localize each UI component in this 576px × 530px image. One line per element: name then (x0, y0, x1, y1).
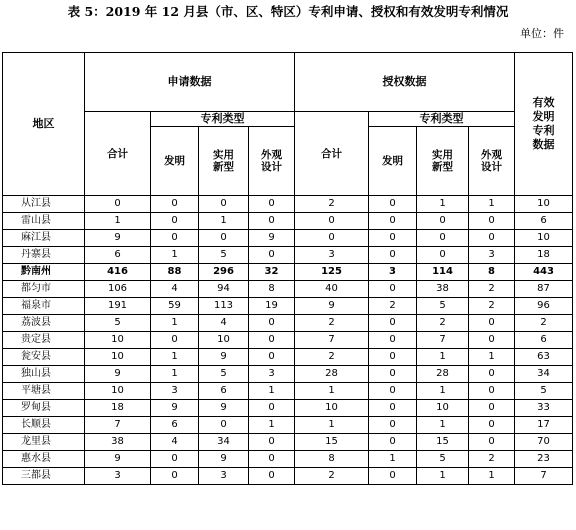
table-cell: 0 (417, 230, 469, 247)
region-name: 贵定县 (3, 332, 85, 349)
header-region: 地区 (3, 53, 85, 196)
table-cell: 0 (199, 196, 249, 213)
table-cell: 96 (515, 298, 573, 315)
table-cell: 19 (249, 298, 295, 315)
table-cell: 0 (295, 230, 369, 247)
table-cell: 10 (417, 400, 469, 417)
table-cell: 0 (369, 315, 417, 332)
table-cell: 5 (199, 247, 249, 264)
header-grant-design (469, 127, 515, 196)
table-cell: 0 (369, 417, 417, 434)
table-cell: 0 (295, 213, 369, 230)
table-cell: 1 (151, 366, 199, 383)
table-cell: 0 (369, 366, 417, 383)
table-cell: 4 (199, 315, 249, 332)
region-name: 平塘县 (3, 383, 85, 400)
table-cell: 2 (515, 315, 573, 332)
table-cell: 1 (151, 247, 199, 264)
region-name: 惠水县 (3, 451, 85, 468)
table-cell: 0 (151, 230, 199, 247)
table-cell: 38 (85, 434, 151, 451)
table-row (3, 332, 573, 349)
table-cell: 23 (515, 451, 573, 468)
table-cell: 1 (469, 349, 515, 366)
table-cell: 3 (199, 468, 249, 485)
region-name: 荔波县 (3, 315, 85, 332)
table-cell: 38 (417, 281, 469, 298)
table-cell: 1 (369, 451, 417, 468)
table-cell: 0 (369, 383, 417, 400)
table-cell: 6 (199, 383, 249, 400)
table-cell: 1 (85, 213, 151, 230)
table-cell: 1 (295, 417, 369, 434)
table-cell: 113 (199, 298, 249, 315)
table-cell: 6 (515, 213, 573, 230)
table-cell: 106 (85, 281, 151, 298)
table-cell: 10 (515, 196, 573, 213)
table-cell: 0 (249, 468, 295, 485)
table-row (3, 434, 573, 451)
table-cell: 0 (469, 315, 515, 332)
region-name: 雷山县 (3, 213, 85, 230)
header-apply-utility-label: 实用新型 (213, 149, 234, 173)
table-cell: 2 (417, 315, 469, 332)
header-apply-utility (199, 127, 249, 196)
table-row (3, 417, 573, 434)
table-row (3, 230, 573, 247)
header-apply-design (249, 127, 295, 196)
table-cell: 0 (249, 247, 295, 264)
table-cell: 88 (151, 264, 199, 281)
table-cell: 5 (417, 298, 469, 315)
region-name: 独山县 (3, 366, 85, 383)
table-cell: 28 (295, 366, 369, 383)
table-cell: 416 (85, 264, 151, 281)
table-cell: 34 (515, 366, 573, 383)
table-cell: 9 (199, 451, 249, 468)
table-cell: 9 (295, 298, 369, 315)
table-cell: 0 (469, 230, 515, 247)
table-cell: 59 (151, 298, 199, 315)
region-name: 丹寨县 (3, 247, 85, 264)
table-row (3, 298, 573, 315)
table-cell: 1 (249, 383, 295, 400)
table-cell: 18 (515, 247, 573, 264)
header-apply-patent-type: 专利类型 (151, 112, 295, 127)
table-cell: 7 (295, 332, 369, 349)
table-cell: 7 (85, 417, 151, 434)
table-row (3, 451, 573, 468)
table-row (3, 213, 573, 230)
table-cell: 9 (85, 230, 151, 247)
unit-label: 单位：件 (520, 27, 564, 40)
table-cell: 0 (249, 349, 295, 366)
table-cell: 1 (417, 349, 469, 366)
header-grant-patent-type: 专利类型 (369, 112, 515, 127)
table-cell: 40 (295, 281, 369, 298)
table-cell: 0 (469, 213, 515, 230)
table-cell: 0 (369, 468, 417, 485)
table-cell: 4 (151, 434, 199, 451)
table-cell: 1 (417, 196, 469, 213)
table-cell: 3 (151, 383, 199, 400)
header-grant-utility-label: 实用新型 (432, 149, 453, 173)
table-cell: 0 (369, 196, 417, 213)
table-cell: 9 (85, 451, 151, 468)
table-cell: 6 (151, 417, 199, 434)
table-cell: 3 (85, 468, 151, 485)
region-name: 瓮安县 (3, 349, 85, 366)
table-cell: 33 (515, 400, 573, 417)
region-name: 三都县 (3, 468, 85, 485)
table-cell: 0 (469, 434, 515, 451)
table-cell: 1 (151, 315, 199, 332)
table-cell: 0 (249, 451, 295, 468)
header-grant-design-label: 外观设计 (481, 149, 502, 173)
table-cell: 0 (469, 383, 515, 400)
table-row (3, 247, 573, 264)
table-cell: 191 (85, 298, 151, 315)
table-cell: 6 (85, 247, 151, 264)
table-cell: 15 (295, 434, 369, 451)
table-cell: 0 (369, 247, 417, 264)
table-cell: 10 (295, 400, 369, 417)
header-apply-total: 合计 (85, 112, 151, 196)
table-cell: 0 (151, 196, 199, 213)
table-cell: 0 (151, 332, 199, 349)
table-cell: 0 (249, 213, 295, 230)
header-grant-total: 合计 (295, 112, 369, 196)
table-cell: 1 (417, 417, 469, 434)
table-cell: 2 (295, 315, 369, 332)
table-cell: 0 (369, 230, 417, 247)
table-cell: 296 (199, 264, 249, 281)
table-cell: 70 (515, 434, 573, 451)
region-name: 福泉市 (3, 298, 85, 315)
table-cell: 10 (199, 332, 249, 349)
table-cell: 2 (369, 298, 417, 315)
table-cell: 0 (369, 213, 417, 230)
table-cell: 1 (151, 349, 199, 366)
table-cell: 0 (199, 230, 249, 247)
table-cell: 0 (151, 451, 199, 468)
table-cell: 0 (249, 196, 295, 213)
table-cell: 32 (249, 264, 295, 281)
table-cell: 7 (515, 468, 573, 485)
table-row (3, 383, 573, 400)
table-cell: 7 (417, 332, 469, 349)
table-cell: 9 (85, 366, 151, 383)
table-cell: 0 (151, 213, 199, 230)
table-body (3, 196, 573, 485)
table-cell: 0 (417, 247, 469, 264)
table-cell: 0 (369, 332, 417, 349)
table-cell: 114 (417, 264, 469, 281)
table-cell: 17 (515, 417, 573, 434)
table-cell: 5 (417, 451, 469, 468)
table-cell: 1 (249, 417, 295, 434)
table-title: 表 5：2019 年 12 月县（市、区、特区）专利申请、授权和有效发明专利情况 (67, 4, 509, 19)
table-row (3, 281, 573, 298)
region-name: 从江县 (3, 196, 85, 213)
region-name: 龙里县 (3, 434, 85, 451)
table-cell: 0 (369, 349, 417, 366)
table-row (3, 196, 573, 213)
table-cell: 0 (469, 332, 515, 349)
region-name: 长顺县 (3, 417, 85, 434)
region-name: 罗甸县 (3, 400, 85, 417)
table-cell: 4 (151, 281, 199, 298)
patent-table (2, 52, 573, 485)
table-cell: 0 (417, 213, 469, 230)
table-cell: 8 (249, 281, 295, 298)
table-cell: 2 (295, 468, 369, 485)
header-grant-data: 授权数据 (295, 53, 515, 112)
table-row (3, 468, 573, 485)
table-cell: 10 (515, 230, 573, 247)
table-cell: 6 (515, 332, 573, 349)
table-cell: 8 (295, 451, 369, 468)
table-cell: 2 (469, 281, 515, 298)
table-cell: 63 (515, 349, 573, 366)
table-cell: 0 (369, 400, 417, 417)
table-cell: 94 (199, 281, 249, 298)
table-cell: 0 (369, 434, 417, 451)
region-name: 都匀市 (3, 281, 85, 298)
table-cell: 0 (249, 434, 295, 451)
table-row (3, 366, 573, 383)
table-cell: 10 (85, 383, 151, 400)
table-cell: 3 (469, 247, 515, 264)
region-name: 黔南州 (3, 264, 85, 281)
table-cell: 0 (249, 315, 295, 332)
header-apply-invention: 发明 (151, 127, 199, 196)
table-cell: 3 (369, 264, 417, 281)
table-cell: 0 (249, 400, 295, 417)
table-cell: 0 (249, 332, 295, 349)
header-grant-utility (417, 127, 469, 196)
table-cell: 0 (199, 417, 249, 434)
table-cell: 1 (469, 196, 515, 213)
table-cell: 34 (199, 434, 249, 451)
table-cell: 443 (515, 264, 573, 281)
table-cell: 9 (199, 400, 249, 417)
header-apply-data: 申请数据 (85, 53, 295, 112)
table-cell: 8 (469, 264, 515, 281)
table-cell: 1 (295, 383, 369, 400)
table-cell: 0 (469, 417, 515, 434)
table-cell: 5 (199, 366, 249, 383)
table-cell: 2 (469, 451, 515, 468)
table-cell: 1 (199, 213, 249, 230)
header-valid-invention-label: 有效发明专利数据 (532, 96, 555, 151)
header-apply-design-label: 外观设计 (261, 149, 282, 173)
table-cell: 5 (85, 315, 151, 332)
table-cell: 0 (469, 400, 515, 417)
region-name: 麻江县 (3, 230, 85, 247)
table-cell: 3 (295, 247, 369, 264)
table-row (3, 315, 573, 332)
table-cell: 0 (369, 281, 417, 298)
table-cell: 10 (85, 349, 151, 366)
table-cell: 2 (295, 196, 369, 213)
table-row (3, 400, 573, 417)
table-cell: 2 (469, 298, 515, 315)
table-cell: 10 (85, 332, 151, 349)
table-cell: 125 (295, 264, 369, 281)
table-row (3, 349, 573, 366)
table-cell: 0 (151, 468, 199, 485)
table-cell: 15 (417, 434, 469, 451)
table-cell: 9 (199, 349, 249, 366)
table-cell: 1 (469, 468, 515, 485)
header-valid-invention (515, 53, 573, 196)
table-row (3, 264, 573, 281)
table-cell: 2 (295, 349, 369, 366)
table-cell: 1 (417, 468, 469, 485)
table-cell: 87 (515, 281, 573, 298)
table-cell: 3 (249, 366, 295, 383)
table-cell: 0 (85, 196, 151, 213)
table-cell: 5 (515, 383, 573, 400)
table-cell: 18 (85, 400, 151, 417)
table-cell: 1 (417, 383, 469, 400)
table-cell: 9 (249, 230, 295, 247)
table-cell: 0 (469, 366, 515, 383)
table-cell: 28 (417, 366, 469, 383)
table-cell: 9 (151, 400, 199, 417)
header-grant-invention: 发明 (369, 127, 417, 196)
